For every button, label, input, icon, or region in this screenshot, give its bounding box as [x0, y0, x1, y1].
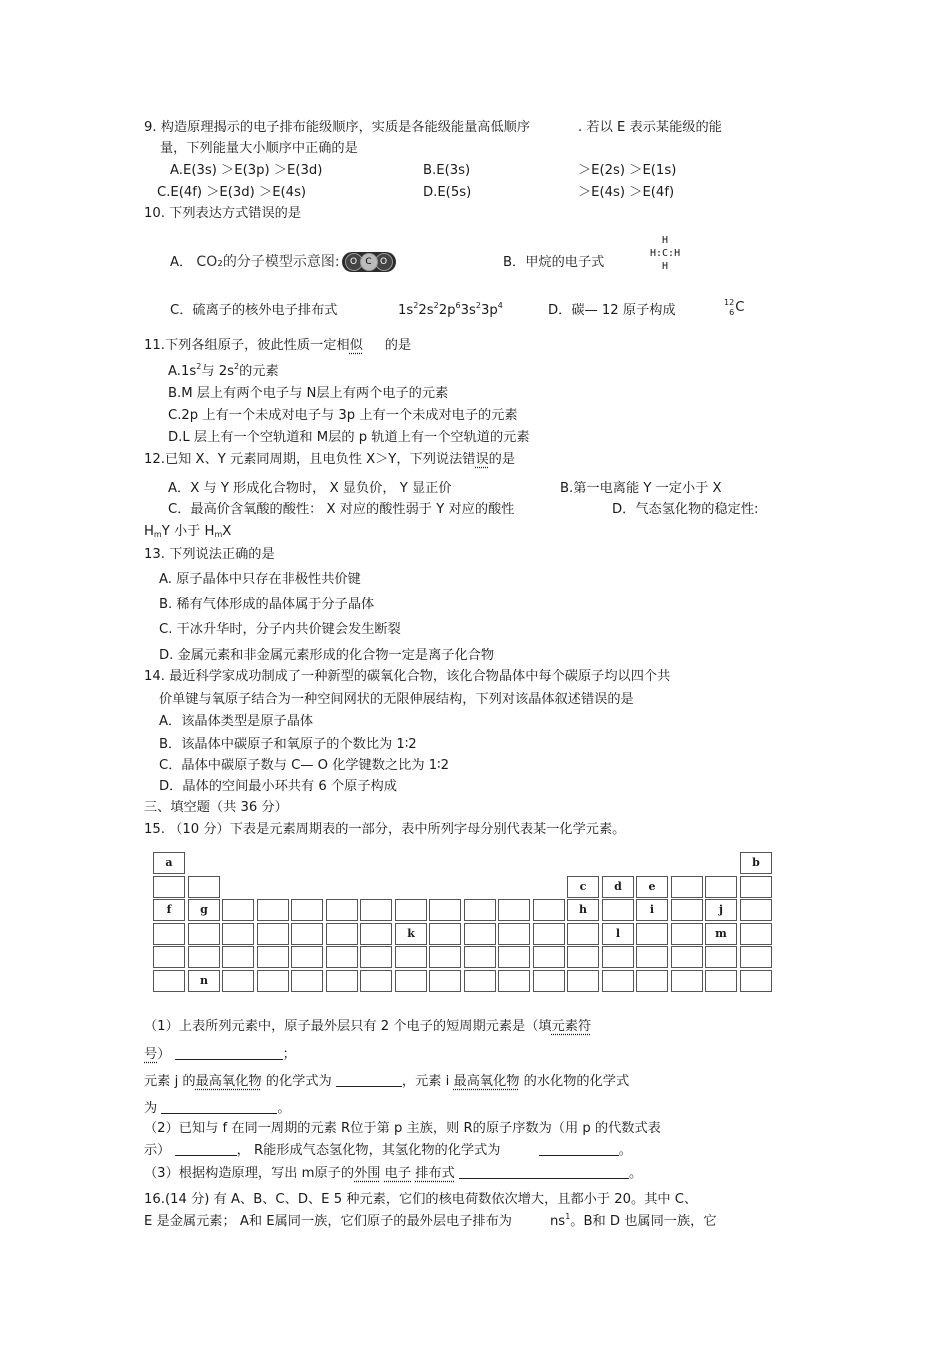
element-cell-empty — [360, 970, 392, 992]
q10-option-d: D．碳— 12 原子构成 — [548, 303, 676, 318]
q14-stem-line2: 价单键与氧原子结合为一种空间网状的无限伸展结构，下列对该晶体叙述错误的是 — [159, 692, 634, 707]
element-cell-empty — [222, 946, 254, 968]
element-cell-empty — [395, 899, 427, 921]
q14-stem-line1: 14. 最近科学家成功制成了一种新型的碳氧化合物，该化合物晶体中每个碳原子均以四个共 — [144, 669, 671, 684]
element-cell-empty — [567, 923, 599, 945]
element-cell-empty — [188, 876, 220, 898]
answer-blank[interactable] — [459, 1164, 629, 1179]
element-cell-empty — [636, 946, 668, 968]
element-cell-empty — [705, 946, 737, 968]
q14-option-b: B．该晶体中碳原子和氧原子的个数比为 1∶2 — [159, 737, 417, 752]
q11-option-c: C.2p 上有一个未成对电子与 3p 上有一个未成对电子的元素 — [168, 408, 518, 423]
element-cell-m: m — [705, 923, 737, 945]
element-cell-f: f — [153, 899, 185, 921]
element-cell-empty — [464, 899, 496, 921]
co2-molecule-image — [342, 252, 396, 272]
q11-option-b: B.M 层上有两个电子与 N层上有两个电子的元素 — [168, 386, 449, 401]
element-cell-empty — [671, 946, 703, 968]
element-cell-empty — [671, 876, 703, 898]
element-cell-i: i — [636, 899, 668, 921]
q16-line1: 16.(14 分) 有 A、B、C、D、E 5 种元素，它们的核电荷数依次增大，且都小于 20。其中 C、 — [144, 1192, 698, 1207]
q14-option-d: D．晶体的空间最小环共有 6 个原子构成 — [159, 779, 397, 794]
element-cell-empty — [188, 923, 220, 945]
element-cell-empty — [153, 946, 185, 968]
element-cell-empty — [222, 923, 254, 945]
element-cell-empty — [498, 970, 530, 992]
element-cell-empty — [429, 970, 461, 992]
q13-option-a: A. 原子晶体中只存在非极性共价键 — [159, 572, 361, 587]
element-cell-g: g — [188, 899, 220, 921]
element-cell-empty — [533, 970, 565, 992]
element-cell-empty — [291, 923, 323, 945]
carbon-atom: C — [360, 253, 378, 271]
q15-part2-line2: 示） ， R能形成气态氢化物，其氢化物的化学式为 。 — [144, 1143, 632, 1158]
element-cell-h: h — [567, 899, 599, 921]
element-cell-empty — [567, 970, 599, 992]
element-cell-empty — [602, 946, 634, 968]
element-cell-empty — [498, 923, 530, 945]
q10-option-c: C．硫离子的核外电子排布式 — [170, 303, 338, 318]
q15-part3: （3）根据构造原理，写出 m原子的外围 电子 排布式 。 — [144, 1166, 643, 1181]
element-cell-empty — [602, 970, 634, 992]
element-cell-l: l — [602, 923, 634, 945]
q12-option-a: A．X 与 Y 形成化合物时， X 显负价， Y 显正价 — [168, 481, 452, 496]
element-cell-empty — [429, 899, 461, 921]
section-heading: 三、填空题（共 36 分） — [144, 800, 288, 815]
q12-option-d-cont: $H_mY$ 小于 $H_mX$ — [144, 524, 232, 539]
element-cell-j: j — [705, 899, 737, 921]
element-cell-a: a — [153, 852, 185, 874]
element-cell-empty — [429, 946, 461, 968]
element-cell-empty — [533, 899, 565, 921]
element-cell-empty — [257, 970, 289, 992]
element-cell-empty — [326, 970, 358, 992]
element-cell-empty — [222, 970, 254, 992]
q9-option-c: C.E(4f) ＞E(3d) ＞E(4s) — [157, 185, 307, 200]
element-cell-empty — [291, 970, 323, 992]
element-cell-d: d — [602, 876, 634, 898]
q9-option-b-cont: ＞E(2s) ＞E(1s) — [578, 163, 677, 178]
element-cell-empty — [222, 899, 254, 921]
q15-part1-line1: （1）上表所列元素中，原子最外层只有 2 个电子的短周期元素是（填元素符 — [144, 1019, 592, 1034]
element-cell-empty — [464, 923, 496, 945]
co2-model: CO₂的分子模型示意图: O C O — [196, 252, 395, 272]
q13-option-d: D. 金属元素和非金属元素形成的化合物一定是离子化合物 — [159, 648, 495, 663]
q12-option-c: C．最高价含氧酸的酸性： X 对应的酸性弱于 Y 对应的酸性 — [168, 502, 515, 517]
oxygen-atom: O — [375, 253, 393, 271]
element-cell-empty — [740, 876, 772, 898]
element-cell-empty — [257, 946, 289, 968]
element-cell-empty — [464, 946, 496, 968]
element-cell-empty — [533, 946, 565, 968]
element-cell-empty — [740, 923, 772, 945]
q12-stem: 12.已知 X、Y 元素同周期，且电负性 X＞Y，下列说法错误的是 — [144, 452, 516, 467]
q11-option-d: D.L 层上有一个空轨道和 M层的 p 轨道上有一个空轨道的元素 — [168, 430, 530, 445]
element-cell-empty — [671, 970, 703, 992]
element-cell-empty — [360, 923, 392, 945]
q13-option-b: B. 稀有气体形成的晶体属于分子晶体 — [159, 597, 375, 612]
element-cell-empty — [464, 970, 496, 992]
q14-option-a: A．该晶体类型是原子晶体 — [159, 714, 314, 729]
element-cell-empty — [257, 899, 289, 921]
sulfide-configuration: $1s^22s^22p^63s^23p^4$ — [398, 301, 503, 318]
element-cell-empty — [636, 923, 668, 945]
q9-stem-line2: 量，下列能量大小顺序中正确的是 — [160, 141, 358, 156]
answer-blank[interactable] — [336, 1072, 402, 1087]
answer-blank[interactable] — [175, 1141, 237, 1156]
element-cell-empty — [740, 970, 772, 992]
q10-option-b: B．甲烷的电子式 — [503, 255, 605, 270]
element-cell-empty — [153, 923, 185, 945]
answer-blank[interactable] — [161, 1099, 277, 1114]
q15-part2-line1: （2）已知与 f 在同一周期的元素 R位于第 p 主族，则 R的原子序数为（用 p 的代数式表 — [144, 1121, 661, 1136]
element-cell-empty — [326, 923, 358, 945]
element-cell-empty — [567, 946, 599, 968]
element-cell-empty — [429, 923, 461, 945]
q11-stem: 11.下列各组原子，彼此性质一定相似 的是 — [144, 338, 412, 353]
element-cell-empty — [153, 970, 185, 992]
element-cell-empty — [705, 876, 737, 898]
q9-stem-line1: 9. 构造原理揭示的电子排布能级顺序，实质是各能级能量高低顺序 . 若以 E 表示某能级的能 — [144, 120, 722, 135]
element-cell-empty — [153, 876, 185, 898]
carbon-12-isotope: 12 6 C — [724, 298, 745, 317]
q10-option-a: A． CO₂的分子模型示意图: O C O — [170, 252, 396, 272]
element-cell-empty — [326, 899, 358, 921]
element-cell-empty — [498, 899, 530, 921]
q16-line2: E 是金属元素； A和 E属同一族，它们原子的最外层电子排布为 $ns^1$。B和 D 也属同一族，它 — [144, 1212, 717, 1229]
q11-option-a: $A.1s^2$与 $2s^2$的元素 — [168, 362, 279, 379]
q15-part1-line2: 号） ； — [144, 1047, 296, 1062]
q15-part1-line3: 元素 j 的最高氧化物 的化学式为 ，元素 i 最高氧化物 的水化物的化学式 — [144, 1074, 630, 1089]
q9-option-d: D.E(5s) — [423, 185, 472, 200]
methane-electron-formula: H H:C:H H — [650, 235, 681, 272]
q13-option-c: C. 干冰升华时，分子内共价键会发生断裂 — [159, 622, 401, 637]
element-cell-empty — [395, 946, 427, 968]
answer-blank[interactable] — [539, 1141, 619, 1156]
element-cell-empty — [326, 946, 358, 968]
element-cell-empty — [602, 899, 634, 921]
q9-option-b: B.E(3s) — [423, 163, 471, 178]
q9-option-a: A.E(3s) ＞E(3p) ＞E(3d) — [170, 163, 323, 178]
q12-option-b: B.第一电离能 Y 一定小于 X — [560, 481, 722, 496]
element-cell-e: e — [636, 876, 668, 898]
q9-option-d-cont: ＞E(4s) ＞E(4f) — [578, 185, 675, 200]
answer-blank[interactable] — [175, 1045, 283, 1060]
q14-option-c: C．晶体中碳原子数与 C— O 化学键数之比为 1∶2 — [159, 758, 449, 773]
element-cell-empty — [188, 946, 220, 968]
element-cell-empty — [740, 899, 772, 921]
element-cell-empty — [671, 899, 703, 921]
element-cell-b: b — [740, 852, 772, 874]
element-cell-empty — [740, 946, 772, 968]
element-cell-empty — [291, 946, 323, 968]
element-cell-empty — [291, 899, 323, 921]
element-cell-empty — [705, 970, 737, 992]
element-cell-empty — [360, 946, 392, 968]
element-cell-empty — [636, 970, 668, 992]
q13-stem: 13. 下列说法正确的是 — [144, 547, 275, 562]
element-cell-k: k — [395, 923, 427, 945]
element-cell-empty — [533, 923, 565, 945]
element-cell-empty — [498, 946, 530, 968]
element-cell-n: n — [188, 970, 220, 992]
q10-stem: 10. 下列表达方式错误的是 — [144, 206, 302, 221]
element-cell-empty — [360, 899, 392, 921]
q15-stem: 15. （10 分）下表是元素周期表的一部分，表中所列字母分别代表某一化学元素。 — [144, 822, 626, 837]
q12-option-d: D．气态氢化物的稳定性: — [612, 502, 759, 517]
element-cell-empty — [257, 923, 289, 945]
element-cell-c: c — [567, 876, 599, 898]
q15-part1-line4: 为 。 — [144, 1101, 291, 1116]
element-cell-empty — [671, 923, 703, 945]
oxygen-atom: O — [345, 253, 363, 271]
element-cell-empty — [395, 970, 427, 992]
